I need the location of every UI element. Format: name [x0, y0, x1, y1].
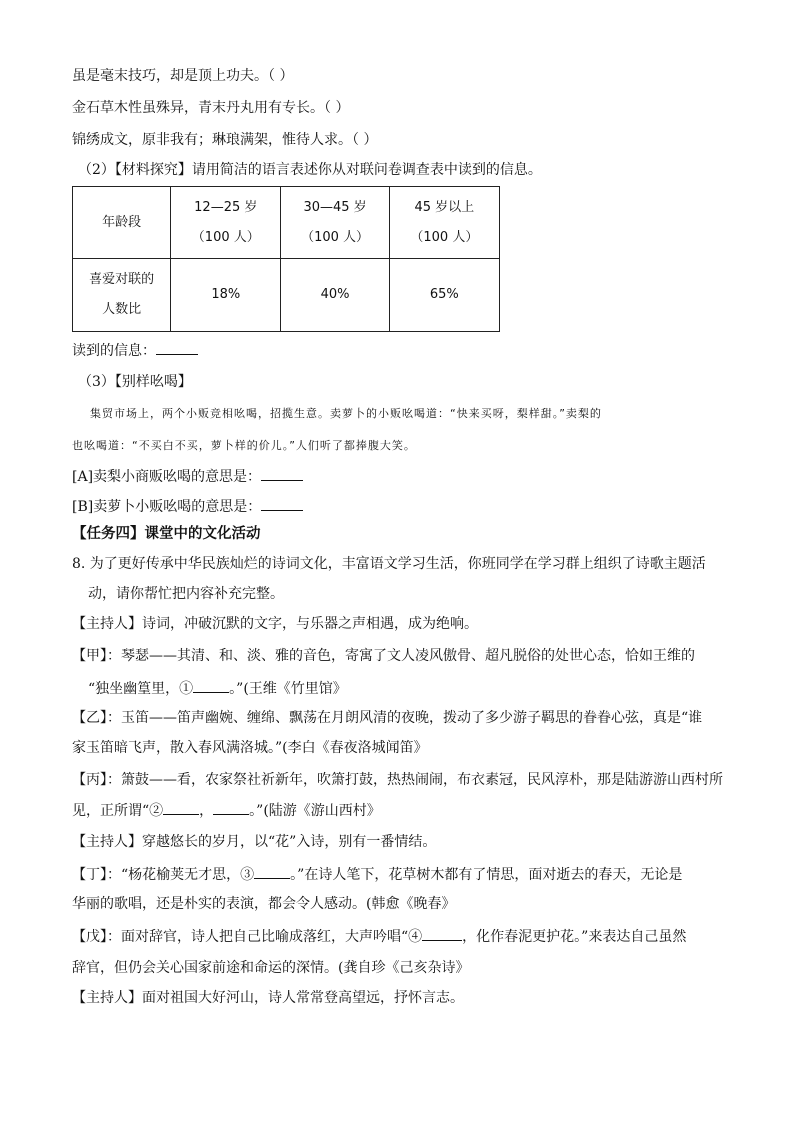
group-count: （100 人） — [301, 229, 370, 245]
question-8-line-1: 8. 为了更好传承中华民族灿烂的诗词文化，丰富语文学习生活，你班同学在学习群上组织了诗歌主题活 — [72, 556, 706, 572]
answer-blank-2 — [163, 800, 199, 815]
wu-line-2: 辞官，但仍会关心国家前途和命运的深情。(龚自珍《己亥杂诗》 — [72, 960, 470, 976]
bing-text: 。”(陆游《游山西村》 — [249, 803, 381, 819]
answer-a-label: [A]卖梨小商贩吆喝的意思是： — [72, 469, 262, 485]
couplet-line-3: 锦绣成文，原非我有；琳琅满架，惟待人求。（ ） — [72, 132, 378, 148]
host-line-1: 【主持人】诗词，冲破沉默的文字，与乐器之声相遇，成为绝响。 — [72, 616, 478, 632]
couplet-line-2: 金石草木性虽殊异，青末丹丸用有专长。（ ） — [72, 100, 350, 116]
wu-text: ，化作春泥更护花。”来表达自己虽然 — [462, 929, 687, 945]
story-line-1: 集贸市场上，两个小贩竞相吆喝，招揽生意。卖萝卜的小贩吆喝道：“快来买呀，梨样甜。”卖梨的 — [90, 407, 602, 420]
age-range: 45 岁以上 — [414, 199, 475, 215]
question-8-line-2: 动，请你帮忙把内容补充完整。 — [88, 586, 284, 602]
answer-blank-1 — [193, 678, 229, 693]
table-row — [73, 259, 500, 332]
answer-blank-4 — [422, 926, 462, 941]
table-header-group — [281, 187, 389, 259]
ding-line-2: 华丽的歌唱，还是朴实的表演，都会令人感动。(韩愈《晚春》 — [72, 896, 456, 912]
answer-b-label: [B]卖萝卜小贩吆喝的意思是： — [72, 499, 262, 515]
table-cell: 65% — [389, 259, 499, 332]
age-range: 12—25 岁 — [194, 199, 258, 215]
group-count: （100 人） — [191, 229, 260, 245]
bing-text: 见，正所谓“② — [72, 803, 164, 819]
answer-a-line — [72, 466, 303, 487]
survey-table — [72, 186, 500, 332]
ding-text: 【丁】：“杨花榆荚无才思，③ — [72, 867, 255, 883]
answer-blank-3 — [254, 864, 290, 879]
ding-line-1 — [72, 864, 682, 885]
age-range: 30—45 岁 — [303, 199, 367, 215]
question-3: （3）【别样吆喝】 — [78, 374, 192, 390]
answer-b-line — [72, 496, 303, 517]
table-header-group — [389, 187, 499, 259]
bing-text: ， — [199, 803, 214, 819]
read-info-label: 读到的信息： — [72, 343, 156, 359]
read-info-line — [72, 340, 198, 361]
yi-line-2: 家玉笛暗飞声，散入春风满洛城。”(李白《春夜洛城闻笛》 — [72, 740, 428, 756]
task-4-heading: 【任务四】课堂中的文化活动 — [72, 525, 261, 542]
answer-blank-2b — [213, 800, 249, 815]
row-label-line: 喜爱对联的 — [89, 272, 155, 287]
jia-text: “独坐幽篁里，① — [88, 681, 194, 697]
ding-text: 。”在诗人笔下，花草树木都有了情思，面对逝去的春天，无论是 — [290, 867, 683, 883]
jia-line-2 — [88, 678, 347, 699]
table-cell: 40% — [281, 259, 389, 332]
bing-line-2 — [72, 800, 381, 821]
group-count: （100 人） — [410, 229, 479, 245]
bing-line-1: 【丙】：箫鼓——看，农家祭社祈新年，吹箫打鼓，热热闹闹，布衣素冠，民风淳朴，那是陆游游山西村所 — [72, 772, 723, 788]
answer-blank — [156, 340, 198, 355]
answer-blank — [261, 496, 303, 511]
story-line-2: 也吆喝道：“不买白不买，萝卜样的价儿。”人们听了都捧腹大笑。 — [72, 439, 416, 452]
jia-line-1: 【甲】：琴瑟——其清、和、淡、雅的音色，寄寓了文人凌风傲骨、超凡脱俗的处世心态，恰如王维的 — [72, 648, 695, 664]
table-cell: 18% — [171, 259, 281, 332]
host-line-2: 【主持人】穿越悠长的岁月，以“花”入诗，别有一番情结。 — [72, 834, 437, 850]
row-label-line: 人数比 — [102, 302, 142, 317]
couplet-line-1: 虽是毫末技巧，却是顶上功夫。（ ） — [72, 68, 294, 84]
jia-text: 。”(王维《竹里馆》 — [229, 681, 347, 697]
row-label — [73, 259, 171, 332]
question-2: （2）【材料探究】请用简洁的语言表述你从对联问卷调查表中读到的信息。 — [78, 162, 542, 178]
table-header-row — [73, 187, 500, 259]
host-line-3: 【主持人】面对祖国大好河山，诗人常常登高望远，抒怀言志。 — [72, 990, 464, 1006]
wu-text: 【戊】：面对辞官，诗人把自己比喻成落红，大声吟唱“④ — [72, 929, 423, 945]
yi-line-1: 【乙】：玉笛——笛声幽婉、缠绵、飘荡在月朗风清的夜晚，拨动了多少游子羁思的眷眷心弦，真是“谁 — [72, 710, 703, 726]
table-header-label: 年龄段 — [73, 187, 171, 259]
wu-line-1 — [72, 926, 686, 947]
answer-blank — [261, 466, 303, 481]
table-header-group — [171, 187, 281, 259]
